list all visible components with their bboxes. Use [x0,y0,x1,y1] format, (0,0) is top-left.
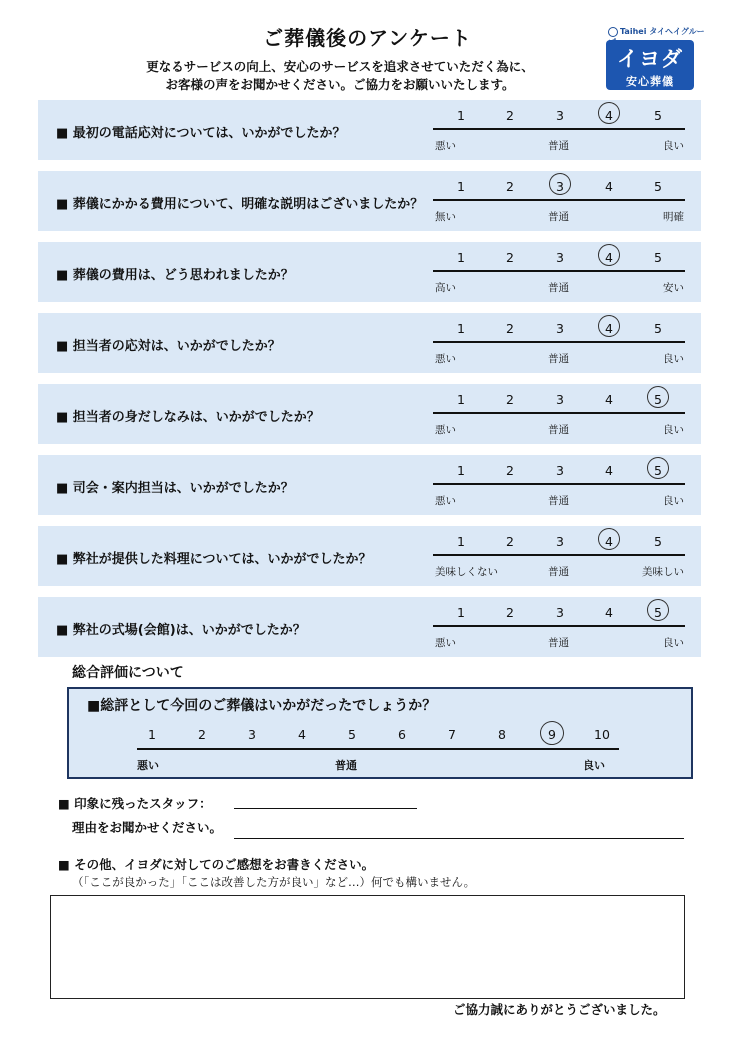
scale-number[interactable]: 3 [556,463,564,478]
scale-number[interactable]: 2 [506,534,514,549]
scale-high-label: 明確 [663,211,684,223]
scale-number[interactable]: 4 [605,321,613,336]
scale-mid-label: 普通 [548,140,569,152]
scale-number[interactable]: 5 [654,108,662,123]
question-row [38,455,701,515]
scale-number[interactable]: 4 [605,250,613,265]
scale-number[interactable]: 5 [654,250,662,265]
overall-scale-line [137,748,619,750]
scale-low-label: 悪い [435,424,456,436]
scale-number[interactable]: 3 [556,534,564,549]
scale-number[interactable]: 4 [605,463,613,478]
scale-number[interactable]: 2 [506,605,514,620]
overall-scale-number[interactable]: 4 [298,727,306,742]
scale-number[interactable]: 3 [556,321,564,336]
scale-line [433,483,685,485]
staff-label: ■ 印象に残ったスタッフ： [58,796,212,811]
scale-mid-label: 普通 [548,282,569,294]
scale-number[interactable]: 1 [457,534,465,549]
scale-number[interactable]: 2 [506,108,514,123]
scale-mid-label: 普通 [548,495,569,507]
overall-scale-number[interactable]: 6 [398,727,406,742]
scale-line [433,625,685,627]
overall-scale-number[interactable]: 9 [548,727,556,742]
overall-low-label: 悪い [137,759,159,772]
scale-low-label: 悪い [435,637,456,649]
question-row [38,597,701,657]
scale-number[interactable]: 3 [556,392,564,407]
scale-mid-label: 普通 [548,353,569,365]
brand-logo [606,40,694,90]
question-text: ■ 司会・案内担当は、いかがでしたか？ [56,481,294,496]
brand-name: イヨダ [617,47,683,71]
scale-high-label: 安い [663,282,684,294]
overall-scale-number[interactable]: 10 [594,727,610,742]
scale-number[interactable]: 4 [605,108,613,123]
group-name: Taihei タイヘイグルー [620,27,705,36]
overall-mid-label: 普通 [335,759,357,772]
scale-number[interactable]: 1 [457,392,465,407]
thanks-text: ご協力誠にありがとうございました。 [453,1002,666,1017]
overall-scale-number[interactable]: 7 [448,727,456,742]
question-row [38,313,701,373]
question-row [38,171,701,231]
question-text: ■ 担当者の身だしなみは、いかがでしたか？ [56,410,320,425]
question-row [38,242,701,302]
question-text: ■ 弊社の式場(会館)は、いかがでしたか？ [56,623,306,638]
question-text: ■ 弊社が提供した料理については、いかがでしたか？ [56,552,372,567]
taihei-mark-icon [608,27,618,37]
question-row [38,100,701,160]
brand-tagline: 安心葬儀 [626,75,674,88]
scale-number[interactable]: 1 [457,463,465,478]
scale-high-label: 良い [663,495,684,507]
scale-number[interactable]: 2 [506,250,514,265]
overall-rating-box [67,687,693,779]
scale-low-label: 悪い [435,353,456,365]
scale-high-label: 良い [663,140,684,152]
scale-number[interactable]: 1 [457,605,465,620]
scale-high-label: 美味しい [642,566,684,578]
scale-high-label: 良い [663,637,684,649]
question-text: ■ 葬儀にかかる費用について、明確な説明はございましたか？ [56,197,424,212]
question-text: ■ 葬儀の費用は、どう思われましたか？ [56,268,294,283]
scale-mid-label: 普通 [548,637,569,649]
scale-high-label: 良い [663,353,684,365]
scale-line [433,341,685,343]
scale-low-label: 美味しくない [435,566,498,578]
question-text: ■ 最初の電話応対については、いかがでしたか？ [56,126,346,141]
scale-number[interactable]: 5 [654,463,662,478]
staff-name-field[interactable] [234,808,417,809]
overall-high-label: 良い [583,759,605,772]
scale-low-label: 無い [435,211,456,223]
comment-box[interactable] [50,895,685,999]
scale-low-label: 悪い [435,495,456,507]
scale-number[interactable]: 1 [457,179,465,194]
overall-scale-number[interactable]: 8 [498,727,506,742]
scale-number[interactable]: 4 [605,179,613,194]
question-text: ■ 担当者の応対は、いかがでしたか？ [56,339,281,354]
scale-number[interactable]: 4 [605,392,613,407]
scale-mid-label: 普通 [548,566,569,578]
scale-number[interactable]: 1 [457,250,465,265]
scale-line [433,412,685,414]
intro-text [60,58,620,94]
overall-scale-number[interactable]: 3 [248,727,256,742]
scale-number[interactable]: 2 [506,392,514,407]
scale-line [433,554,685,556]
scale-number[interactable]: 5 [654,605,662,620]
scale-number[interactable]: 4 [605,534,613,549]
reason-label: 理由をお聞かせください。 [72,820,223,835]
reason-field[interactable] [234,838,684,839]
overall-scale-number[interactable]: 2 [198,727,206,742]
scale-line [433,270,685,272]
scale-number[interactable]: 2 [506,321,514,336]
scale-low-label: 悪い [435,140,456,152]
overall-selected-circle [538,719,566,747]
scale-number[interactable]: 4 [605,605,613,620]
scale-number[interactable]: 3 [556,250,564,265]
other-comments-note: （「ここが良かった」「ここは改善した方が良い」など…）何でも構いません。 [72,875,476,889]
page-title: ご葬儀後のアンケート [263,26,472,50]
overall-scale-number[interactable]: 1 [148,727,156,742]
question-row [38,526,701,586]
scale-number[interactable]: 3 [556,179,564,194]
scale-number[interactable]: 5 [654,534,662,549]
intro-line-1: 更なるサービスの向上、安心のサービスを追求させていただく為に、 [146,59,534,74]
scale-line [433,199,685,201]
scale-line [433,128,685,130]
scale-high-label: 良い [663,424,684,436]
overall-question: ■総評として今回のご葬儀はいかがだったでしょうか？ [87,698,437,714]
scale-number[interactable]: 1 [457,321,465,336]
scale-mid-label: 普通 [548,424,569,436]
overall-scale-number[interactable]: 5 [348,727,356,742]
overall-section-label: 総合評価について [72,665,184,681]
scale-number[interactable]: 2 [506,179,514,194]
scale-low-label: 高い [435,282,456,294]
scale-number[interactable]: 3 [556,108,564,123]
scale-number[interactable]: 5 [654,179,662,194]
scale-number[interactable]: 3 [556,605,564,620]
intro-line-2: お客様の声をお聞かせください。ご協力をお願いいたします。 [165,77,515,92]
other-comments-label: ■ その他、イヨダに対してのご感想をお書きください。 [58,857,375,872]
scale-number[interactable]: 5 [654,321,662,336]
scale-number[interactable]: 5 [654,392,662,407]
question-row [38,384,701,444]
scale-number[interactable]: 2 [506,463,514,478]
scale-number[interactable]: 1 [457,108,465,123]
scale-mid-label: 普通 [548,211,569,223]
